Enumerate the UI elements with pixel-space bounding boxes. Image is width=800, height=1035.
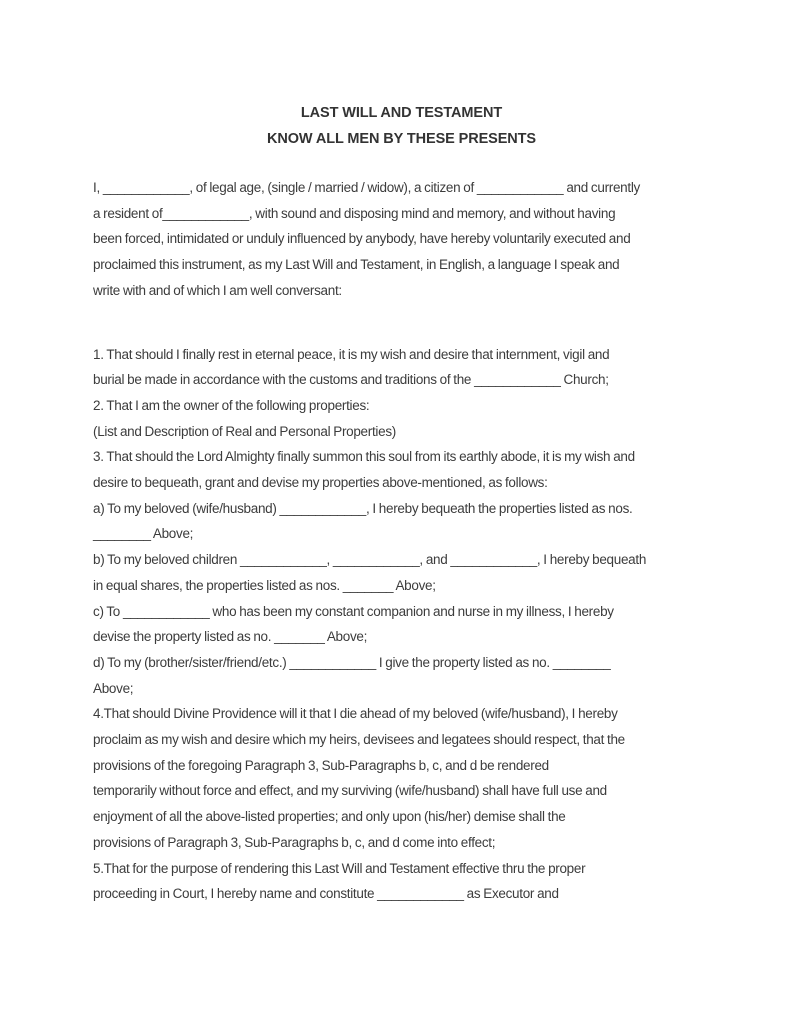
document-line: a resident of____________, with sound and disposing mind and memory, and without having [93,205,616,221]
document-line: 4.That should Divine Providence will it that I die ahead of my beloved (wife/husband), I hereby [93,706,618,722]
document-line: in equal shares, the properties listed as nos. _______ Above; [93,577,436,593]
document-line: 2. That I am the owner of the following properties: [93,397,370,413]
document-line: c) To ____________ who has been my constant companion and nurse in my illness, I hereby [93,603,614,619]
document-line: a) To my beloved (wife/husband) ____________, I hereby bequeath the properties listed as nos. [93,500,633,516]
document-line: provisions of Paragraph 3, Sub-Paragraphs b, c, and d come into effect; [93,834,496,850]
opening-paragraph [93,175,710,304]
document-line: proclaim as my wish and desire which my heirs, devisees and legatees should respect, that the [93,732,625,748]
document-line: (List and Description of Real and Personal Properties) [93,423,396,439]
document-line: temporarily without force and effect, and my surviving (wife/husband) shall have full use and [93,783,607,799]
document-line: ________ Above; [93,526,194,542]
document-line: 5.That for the purpose of rendering this Last Will and Testament effective thru the proper [93,860,586,876]
document-line: proclaimed this instrument, as my Last Will and Testament, in English, a language I speak and [93,257,620,273]
document-line: 3. That should the Lord Almighty finally summon this soul from its earthly abode, it is my wish and [93,449,635,465]
document-heading [93,100,710,152]
document-line: b) To my beloved children ____________, ____________, and ____________, I hereby bequeath [93,552,647,568]
document-title: LAST WILL AND TESTAMENT [300,105,503,121]
document-line: 1. That should I finally rest in eternal peace, it is my wish and desire that internment, vigil and [93,346,610,362]
document-line: d) To my (brother/sister/friend/etc.) ____________ I give the property listed as no. ________ [93,654,611,670]
document-line: burial be made in accordance with the customs and traditions of the ____________ Church; [93,372,609,388]
document-line: I, ____________, of legal age, (single / married / widow), a citizen of ____________ and currently [93,180,640,195]
document-line: enjoyment of all the above-listed properties; and only upon (his/her) demise shall the [93,809,566,825]
document-line: write with and of which I am well conversant: [93,282,342,298]
document-line: provisions of the foregoing Paragraph 3, Sub-Paragraphs b, c, and d be rendered [93,757,549,773]
document-line: Above; [93,680,134,696]
document-line: been forced, intimidated or unduly influenced by anybody, have hereby voluntarily executed and [93,231,631,247]
document-line: desire to bequeath, grant and devise my properties above-mentioned, as follows: [93,475,548,491]
document-subtitle: KNOW ALL MEN BY THESE PRESENTS [266,131,537,147]
clauses-section [93,342,710,907]
document-line: proceeding in Court, I hereby name and constitute ____________ as Executor and [93,886,559,902]
document-line: devise the property listed as no. _______ Above; [93,629,368,645]
